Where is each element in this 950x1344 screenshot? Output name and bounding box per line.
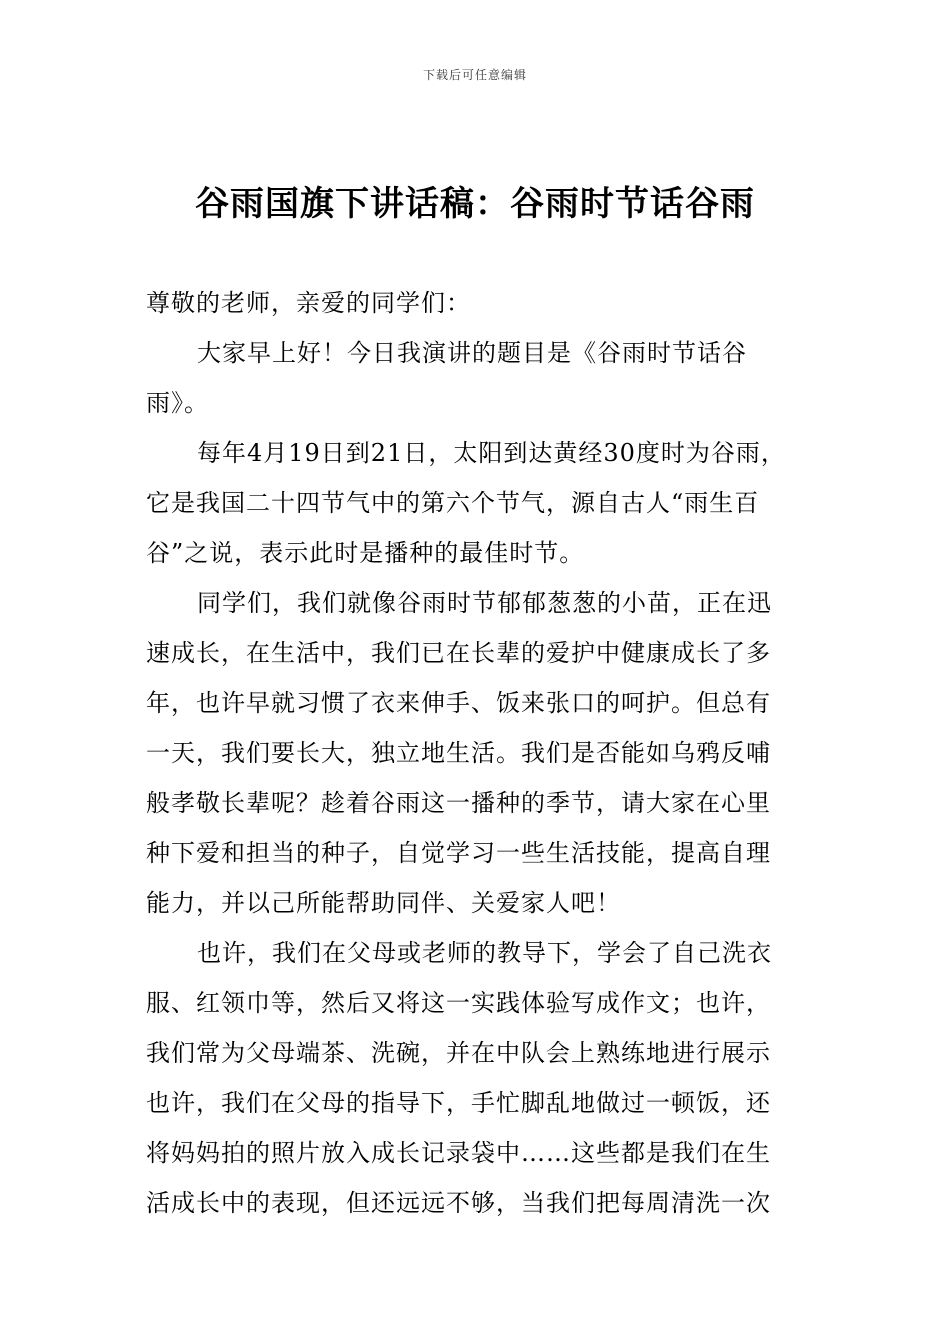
body-line: 我们常为父母端茶、洗碗，并在中队会上熟练地进行展示 [146,1039,771,1067]
document-body [146,278,822,1228]
document-title: 谷雨国旗下讲话稿：谷雨时节话谷雨 [195,184,755,224]
body-line: 它是我国二十四节气中的第六个节气，源自古人“雨生百 [146,489,760,517]
body-line: 一天，我们要长大，独立地生活。我们是否能如乌鸦反哺 [146,739,771,767]
body-line: 也许，我们在父母或老师的教导下，学会了自己洗衣 [197,939,772,967]
body-line: 年，也许早就习惯了衣来伸手、饭来张口的呵护。但总有 [146,689,771,717]
body-line: 也许，我们在父母的指导下，手忙脚乱地做过一顿饭，还 [146,1089,771,1117]
greeting-line: 尊敬的老师，亲爱的同学们： [146,289,471,317]
body-line: 种下爱和担当的种子，自觉学习一些生活技能，提高自理 [146,839,771,867]
body-line: 大家早上好！今日我演讲的题目是《谷雨时节话谷 [197,339,747,367]
body-line: 每年4月19日到21日，太阳到达黄经30度时为谷雨， [197,439,786,467]
body-line: 谷”之说，表示此时是播种的最佳时节。 [146,539,585,567]
body-line: 将妈妈拍的照片放入成长记录袋中……这些都是我们在生 [146,1139,771,1167]
body-line: 能力，并以己所能帮助同伴、关爱家人吧！ [146,889,621,917]
body-line: 速成长，在生活中，我们已在长辈的爱护中健康成长了多 [146,639,771,667]
body-line: 活成长中的表现，但还远远不够，当我们把每周清洗一次 [146,1189,771,1217]
body-line: 同学们，我们就像谷雨时节郁郁葱葱的小苗，正在迅 [197,589,772,617]
body-line: 般孝敬长辈呢？趁着谷雨这一播种的季节，请大家在心里 [146,789,771,817]
body-line: 雨》。 [146,389,209,417]
header-note: 下载后可任意编辑 [422,68,527,82]
body-line: 服、红领巾等，然后又将这一实践体验写成作文；也许， [146,989,771,1017]
